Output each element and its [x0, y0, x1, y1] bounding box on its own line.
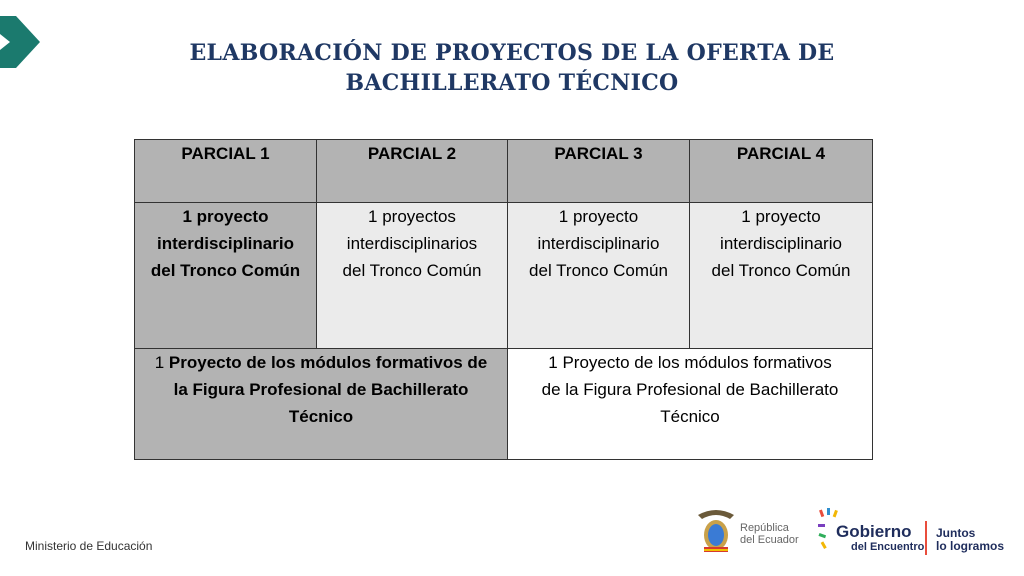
parcial-table: [134, 139, 873, 460]
header-cell: PARCIAL 3: [508, 140, 690, 203]
gobierno-sub-label: del Encuentro: [851, 541, 925, 553]
coat-of-arms-icon: [694, 505, 738, 557]
table-cell: 1 proyecto interdisciplinario del Tronco Común: [135, 203, 317, 349]
gobierno-label: Gobierno: [836, 522, 912, 541]
table-cell: 1 proyecto interdisciplinario del Tronco Común: [690, 203, 873, 349]
header-cell: PARCIAL 4: [690, 140, 873, 203]
table-header-row: [135, 140, 873, 203]
republica-ecuador-label: República del Ecuador: [740, 522, 799, 546]
corner-arrow-icon: [0, 14, 42, 70]
title-line-1: ELABORACIÓN DE PROYECTOS DE LA OFERTA DE: [189, 40, 835, 66]
table-cell: 1 proyectos interdisciplinarios del Tronco Común: [317, 203, 508, 349]
title-line-2: BACHILLERATO TÉCNICO: [345, 70, 679, 96]
table-row: [135, 349, 873, 460]
table-cell: 1 Proyecto de los módulos formativos de la Figura Profesional de Bachillerato Técnico: [135, 349, 508, 460]
ministry-label: Ministerio de Educación: [25, 539, 153, 553]
table-cell: 1 proyecto interdisciplinario del Tronco Común: [508, 203, 690, 349]
header-cell: PARCIAL 1: [135, 140, 317, 203]
table-row: [135, 203, 873, 349]
header-cell: PARCIAL 2: [317, 140, 508, 203]
divider: [925, 521, 927, 555]
page-title: [100, 38, 924, 98]
table-cell: 1 Proyecto de los módulos formativos de la Figura Profesional de Bachillerato Técnico: [508, 349, 873, 460]
slogan: Juntos lo logramos: [936, 526, 1005, 553]
